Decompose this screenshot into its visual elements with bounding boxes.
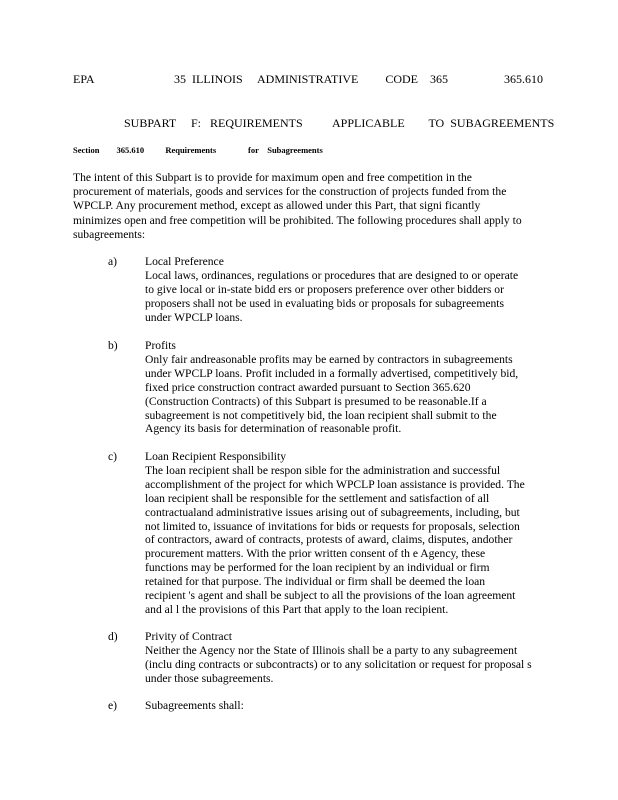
subsection-line: subagreement is not competitively bid, the loan recipient shall submit to the [145,408,497,422]
subsection-line: Local laws, ordinances, regulations or procedures that are designed to or operate [145,268,519,282]
subsection-line: under those subagreements. [145,671,274,685]
subsection-line: Agency its basis for determination of reasonable profit. [145,422,402,436]
subsection-line: Only fair andreasonable profits may be earned by contractors in subagreements [145,352,513,366]
subsection-line: procurement matters. With the prior written consent of th e Agency, these [145,547,486,561]
intro-line: WPCLP. Any procurement method, except as allowed under this Part, that signi ficantly [73,199,481,213]
subsection-line: Neither the Agency nor the State of Illinois shall be a party to any subagreement [145,643,518,657]
subsection-body [145,339,545,436]
subsection-line: proposers shall not be used in evaluating bids or proposals for subagreements [145,296,505,310]
subsection-title: Profits [145,339,176,352]
subpart-title: SUBPART F: REQUIREMENTS APPLICABLE TO SUBAGREEMENTS [124,116,555,130]
intro-line: procurement of materials, goods and services for the construction of projects funded from the [73,185,507,199]
subsection-line: loan recipient shall be responsible for the settlement and satisfaction of all [145,491,490,505]
subsection-line: functions may be performed for the loan recipient by an individual or firm [145,561,490,575]
subsection-letter: a) [108,255,118,268]
subsection-letter: d) [108,630,118,643]
subsection-letter: c) [108,450,118,463]
subsection-line: under WPCLP loans. [145,310,243,324]
subsection-line: accomplishment of the project for which WPCLP loan assistance is provided. The [145,477,525,491]
section-heading: Section 365.610 Requirements for Subagreements [73,145,323,155]
subsection-line: (Construction Contracts) of this Subpart is presumed to be reasonable.If a [145,394,487,408]
header-section-number: 365.610 [504,72,543,86]
subsection-line: (inclu ding contracts or subcontracts) or to any solicitation or request for proposal s [145,657,532,671]
subsection-body [145,699,545,713]
subsection-line: fixed price construction contract awarded pursuant to Section 365.620 [145,380,471,394]
subsection-letter: b) [108,339,118,352]
subsection-line: not limited to, issuance of invitations for bids or requests for proposals, selection [145,519,520,533]
subsection-line: to give local or in-state bidd ers or proposers preference over other bidders or [145,282,504,296]
header-title: 35 ILLINOIS ADMINISTRATIVE CODE 365 [174,72,448,86]
subsection-letter: e) [108,699,118,712]
subsection-line: retained for that purpose. The individual or firm shall be deemed the loan [145,575,486,589]
subsection-line: under WPCLP loans. Profit included in a formally advertised, competitively bid, [145,366,519,380]
subsection-line: and al l the provisions of this Part that apply to the loan recipient. [145,602,449,616]
subsection-line: contractualand administrative issues arising out of subagreements, including, but [145,505,520,519]
subsection-body [145,255,545,325]
subsection-line: The loan recipient shall be respon sible for the administration and successful [145,463,501,477]
header-agency: EPA [73,72,95,86]
subsection-line: of contractors, award of contracts, protests of award, claims, disputes, andother [145,533,513,547]
subsection-body [145,450,545,617]
subsection-title: Subagreements shall: [145,699,244,712]
intro-line: subagreements: [73,227,146,241]
intro-paragraph [73,171,543,242]
subsection-title: Local Preference [145,255,224,268]
subsection-title: Loan Recipient Responsibility [145,450,287,463]
subsection-line: recipient 's agent and shall be subject to all the provisions of the loan agreement [145,589,516,603]
subsection-body [145,630,545,686]
intro-line: The intent of this Subpart is to provide for maximum open and free competition in the [73,171,472,184]
intro-line: minimizes open and free competition will be prohibited. The following procedures shall apply to [73,213,522,227]
subsection-title: Privity of Contract [145,630,232,643]
